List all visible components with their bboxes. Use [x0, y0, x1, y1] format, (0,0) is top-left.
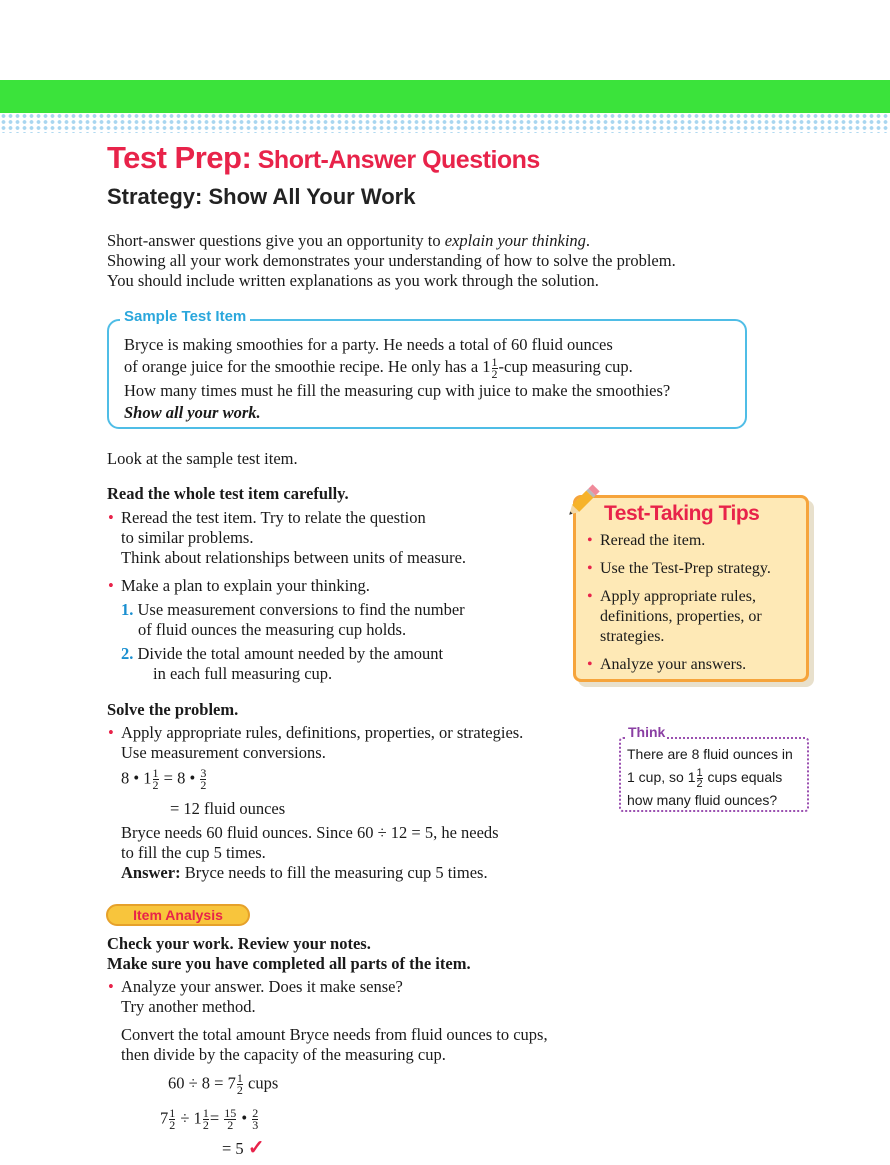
item-analysis-bullet: • Analyze your answer. Does it make sense? Try another method.	[121, 977, 403, 1017]
test-taking-tips-title: Test-Taking Tips	[604, 502, 760, 525]
dotted-border	[0, 113, 890, 133]
think-label: Think	[628, 724, 666, 740]
tip-item: • Reread the item.	[600, 531, 771, 551]
read-heading: Read the whole test item carefully.	[107, 484, 349, 503]
intro-line-1: Short-answer questions give you an opportunity to explain your thinking.	[107, 231, 591, 250]
tips-list: • Reread the item. • Use the Test-Prep strategy. • Apply appropriate rules, definitions, properties, or strategies. • Analyze your answers.	[600, 531, 771, 683]
intro-line-3: You should include written explanations as you work through the solution.	[107, 271, 599, 290]
page-title	[107, 139, 540, 176]
intro-line-2: Showing all your work demonstrates your understanding of how to solve the problem.	[107, 251, 676, 270]
plan-step-1: 1. Use measurement conversions to find the number of fluid ounces the measuring cup holds.	[121, 600, 465, 639]
check-equation-2: 7 $\frac{1}{2}$ ÷ 1 $\frac{1}{2}$ = $\frac{15}{2}$ • $\frac{2}{3}$	[160, 1106, 259, 1132]
solve-bullet-1: • Apply appropriate rules, definitions, properties, or strategies. Use measurement conversions.	[121, 723, 523, 763]
tip-item: • Use the Test-Prep strategy.	[600, 559, 771, 579]
look-instruction: Look at the sample test item.	[107, 449, 298, 468]
plan-step-2: 2. Divide the total amount needed by the amount in each full measuring cup.	[121, 644, 444, 683]
sample-test-item-text	[124, 334, 670, 424]
sample-line-1: Bryce is making smoothies for a party. He needs a total of 60 fluid ounces	[124, 335, 613, 354]
solve-equation-1: 8 • 1 $\frac{1}{2}$ = 8 • $\frac{3}{2}$	[121, 766, 207, 792]
check-equation-3: = 5 ✓	[222, 1137, 265, 1159]
check-mark-icon: ✓	[247, 1137, 265, 1159]
title-part2: Short-Answer Questions	[251, 146, 540, 174]
page-subtitle: Strategy: Show All Your Work	[107, 184, 416, 209]
read-bullet-1: • Reread the test item. Try to relate the question to similar problems. Think about relationships between units of measure.	[121, 508, 466, 568]
tip-item: • Apply appropriate rules,	[600, 587, 771, 607]
solve-heading: Solve the problem.	[107, 700, 239, 719]
check-equation-1: 60 ÷ 8 = 7 $\frac{1}{2}$ cups	[168, 1071, 279, 1097]
sample-line-2: of orange juice for the smoothie recipe. He only has a 1 $\frac{1}{2}$ -cup measuring cup.	[124, 354, 633, 381]
sample-line-3: How many times must he fill the measuring cup with juice to make the smoothies?	[124, 380, 671, 400]
item-analysis-headings: Check your work. Review your notes. Make sure you have completed all parts of the item.	[107, 934, 471, 973]
item-analysis-badge: Item Analysis	[106, 904, 250, 926]
sample-line-4: Show all your work.	[124, 402, 261, 422]
think-text: There are 8 fluid ounces in 1 cup, so 1 $\frac{1}{2}$ cups equals how many fluid ounces?	[627, 746, 793, 808]
pencil-icon	[560, 480, 604, 524]
fraction-half: $\frac{1}{2}$	[491, 354, 498, 381]
title-part1: Test Prep:	[107, 140, 252, 175]
header-band	[0, 80, 890, 113]
solve-equation-2: = 12 fluid ounces	[170, 799, 286, 818]
solve-explanation: Bryce needs 60 fluid ounces. Since 60 ÷ 12 = 5, he needs to fill the cup 5 times. Answer: Bryce needs to fill the measuring cup 5 times.	[121, 823, 499, 882]
tip-item: • Analyze your answers.	[600, 655, 771, 675]
intro-paragraph	[107, 231, 676, 291]
read-bullet-2: • Make a plan to explain your thinking.	[121, 576, 370, 596]
sample-test-item-label: Sample Test Item	[120, 308, 250, 325]
item-analysis-paragraph: Convert the total amount Bryce needs from fluid ounces to cups, then divide by the capacity of the measuring cup.	[121, 1025, 548, 1064]
